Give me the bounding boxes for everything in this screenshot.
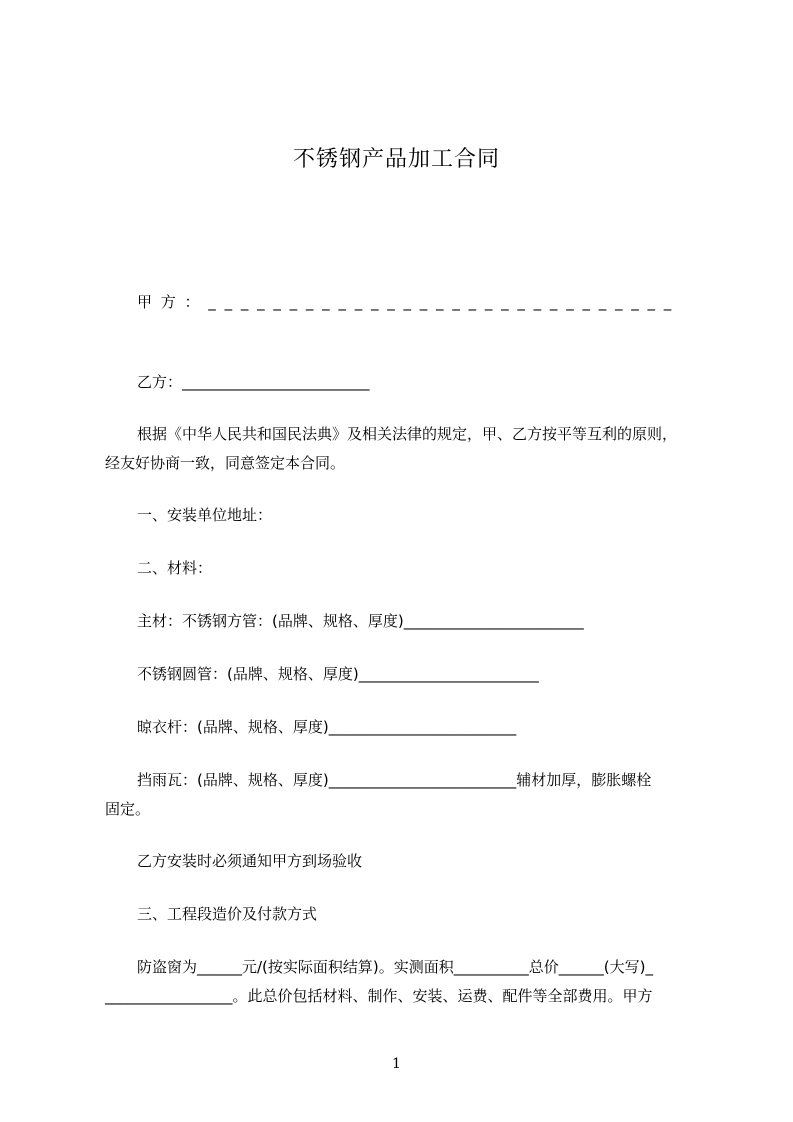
party-b-line: 乙方：_________________________: [137, 373, 370, 391]
preamble-line-1: 根据《中华人民共和国民法典》及相关法律的规定，甲、乙方按平等互利的原则，: [137, 425, 678, 443]
material-round-tube: 不锈钢圆管：(品牌、规格、厚度)________________________: [137, 665, 539, 683]
price-line-2: _________________。此总价包括材料、制作、安装、运费、配件等全部费用。甲方: [105, 987, 653, 1005]
page-number: 1: [392, 1056, 401, 1072]
price-line-1: 防盗窗为______元/(按实际面积结算)。实测面积__________总价______(大写)_: [137, 958, 653, 976]
section-materials: 二、材料：: [137, 559, 213, 577]
preamble-line-2: 经友好协商一致，同意签定本合同。: [105, 454, 346, 472]
party-a-line: 甲 方 ： _ _ _ _ _ _ _ _ _ _ _ _ _ _ _ _ _ _ _ _ _ _ _ _ _ _ _ _ _: [137, 293, 674, 311]
material-rain-tile-line-1: 挡雨瓦：(品牌、规格、厚度)_________________________辅材加厚，膨胀螺栓: [137, 771, 652, 789]
material-rain-tile-line-2: 固定。: [105, 800, 151, 818]
page-title: 不锈钢产品加工合同: [292, 147, 500, 172]
section-install-address: 一、安装单位地址：: [137, 506, 273, 524]
material-clothes-rack: 晾衣杆：(品牌、规格、厚度)_________________________: [137, 718, 517, 736]
section-cost-payment: 三、工程段造价及付款方式: [137, 905, 318, 923]
material-square-tube: 主材：不锈钢方管：(品牌、规格、厚度)________________________: [137, 612, 584, 630]
acceptance-notice: 乙方安装时必须通知甲方到场验收: [137, 852, 363, 870]
